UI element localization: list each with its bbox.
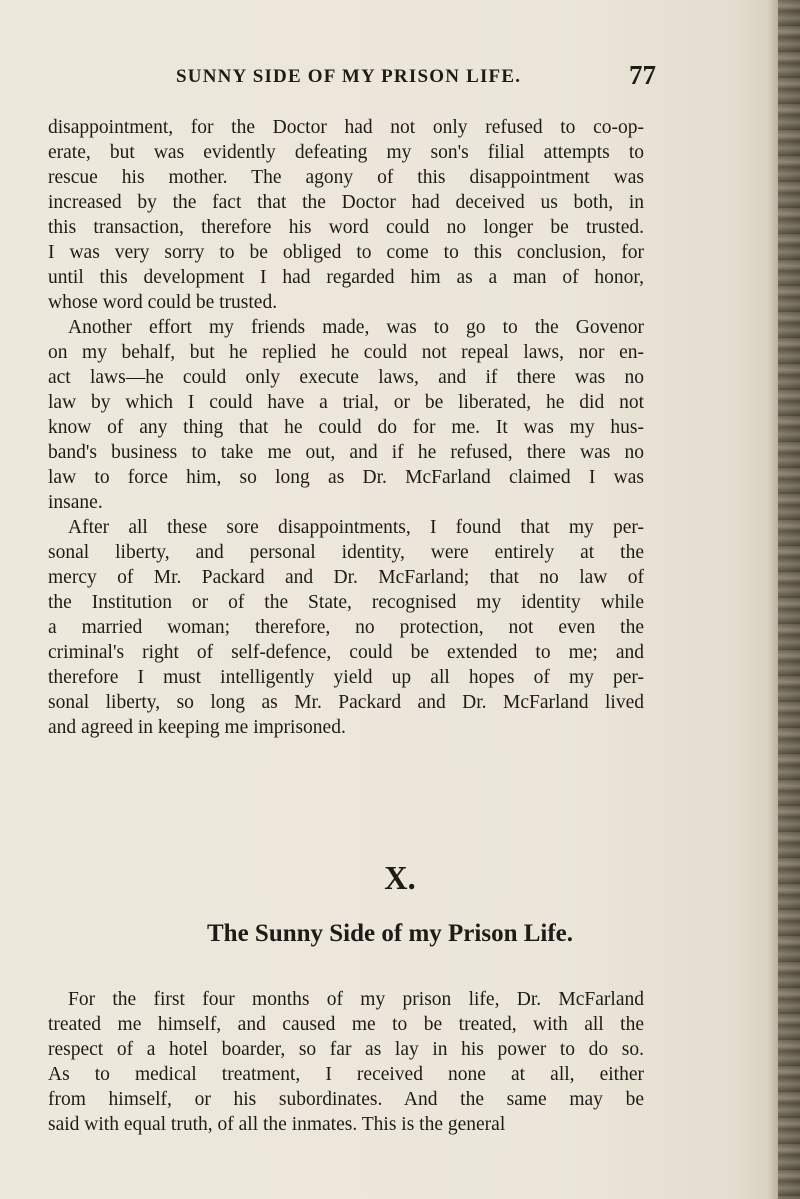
running-head — [176, 62, 656, 96]
text-line: law to force him, so long as Dr. McFarland claimed I was — [48, 467, 644, 488]
text-line: treated me himself, and caused me to be treated, with all the — [48, 1014, 644, 1035]
text-line: whose word could be trusted. — [48, 292, 278, 313]
page-number: 77 — [629, 60, 656, 90]
text-line: and agreed in keeping me imprisoned. — [48, 717, 346, 738]
text-line: insane. — [48, 492, 103, 513]
text-line: sonal liberty, so long as Mr. Packard and Dr. McFarland lived — [48, 692, 644, 713]
text-line: act laws—he could only execute laws, and if there was no — [48, 367, 644, 388]
page-edge-shadow — [778, 0, 800, 1199]
text-line: respect of a hotel boarder, so far as lay in his power to do so. — [48, 1039, 644, 1060]
text-line: this transaction, therefore his word could no longer be trusted. — [48, 217, 644, 238]
text-line: As to medical treatment, I received none at all, either — [48, 1064, 644, 1085]
text-line: mercy of Mr. Packard and Dr. McFarland; that no law of — [48, 567, 644, 588]
text-line: increased by the fact that the Doctor had deceived us both, in — [48, 192, 644, 213]
text-line: therefore I must intelligently yield up all hopes of my per- — [48, 667, 644, 688]
text-line: After all these sore disappointments, I found that my per- — [68, 517, 644, 538]
running-head-title: SUNNY SIDE OF MY PRISON LIFE. — [176, 66, 522, 87]
text-line: disappointment, for the Doctor had not only refused to co-op- — [48, 117, 644, 138]
chapter-title: The Sunny Side of my Prison Life. — [206, 920, 574, 947]
text-line: I was very sorry to be obliged to come to this conclusion, for — [48, 242, 644, 263]
text-line: the Institution or of the State, recognised my identity while — [48, 592, 644, 613]
text-line: erate, but was evidently defeating my son's filial attempts to — [48, 142, 644, 163]
text-line: For the first four months of my prison life, Dr. McFarland — [68, 989, 644, 1010]
text-line: a married woman; therefore, no protection, not even the — [48, 617, 644, 638]
text-line: on my behalf, but he replied he could not repeal laws, nor en- — [48, 342, 644, 363]
text-line: know of any thing that he could do for me. It was my hus- — [48, 417, 644, 438]
text-line: band's business to take me out, and if he refused, there was no — [48, 442, 644, 463]
text-line: sonal liberty, and personal identity, were entirely at the — [48, 542, 644, 563]
text-line: rescue his mother. The agony of this disappointment was — [48, 167, 644, 188]
chapter-number: X. — [384, 860, 416, 897]
text-line: law by which I could have a trial, or be liberated, he did not — [48, 392, 644, 413]
text-line: until this development I had regarded him as a man of honor, — [48, 267, 644, 288]
text-line: said with equal truth, of all the inmates. This is the general — [48, 1114, 506, 1135]
text-line: from himself, or his subordinates. And the same may be — [48, 1089, 644, 1110]
text-line: Another effort my friends made, was to go to the Govenor — [68, 317, 644, 338]
text-line: criminal's right of self-defence, could be extended to me; and — [48, 642, 644, 663]
